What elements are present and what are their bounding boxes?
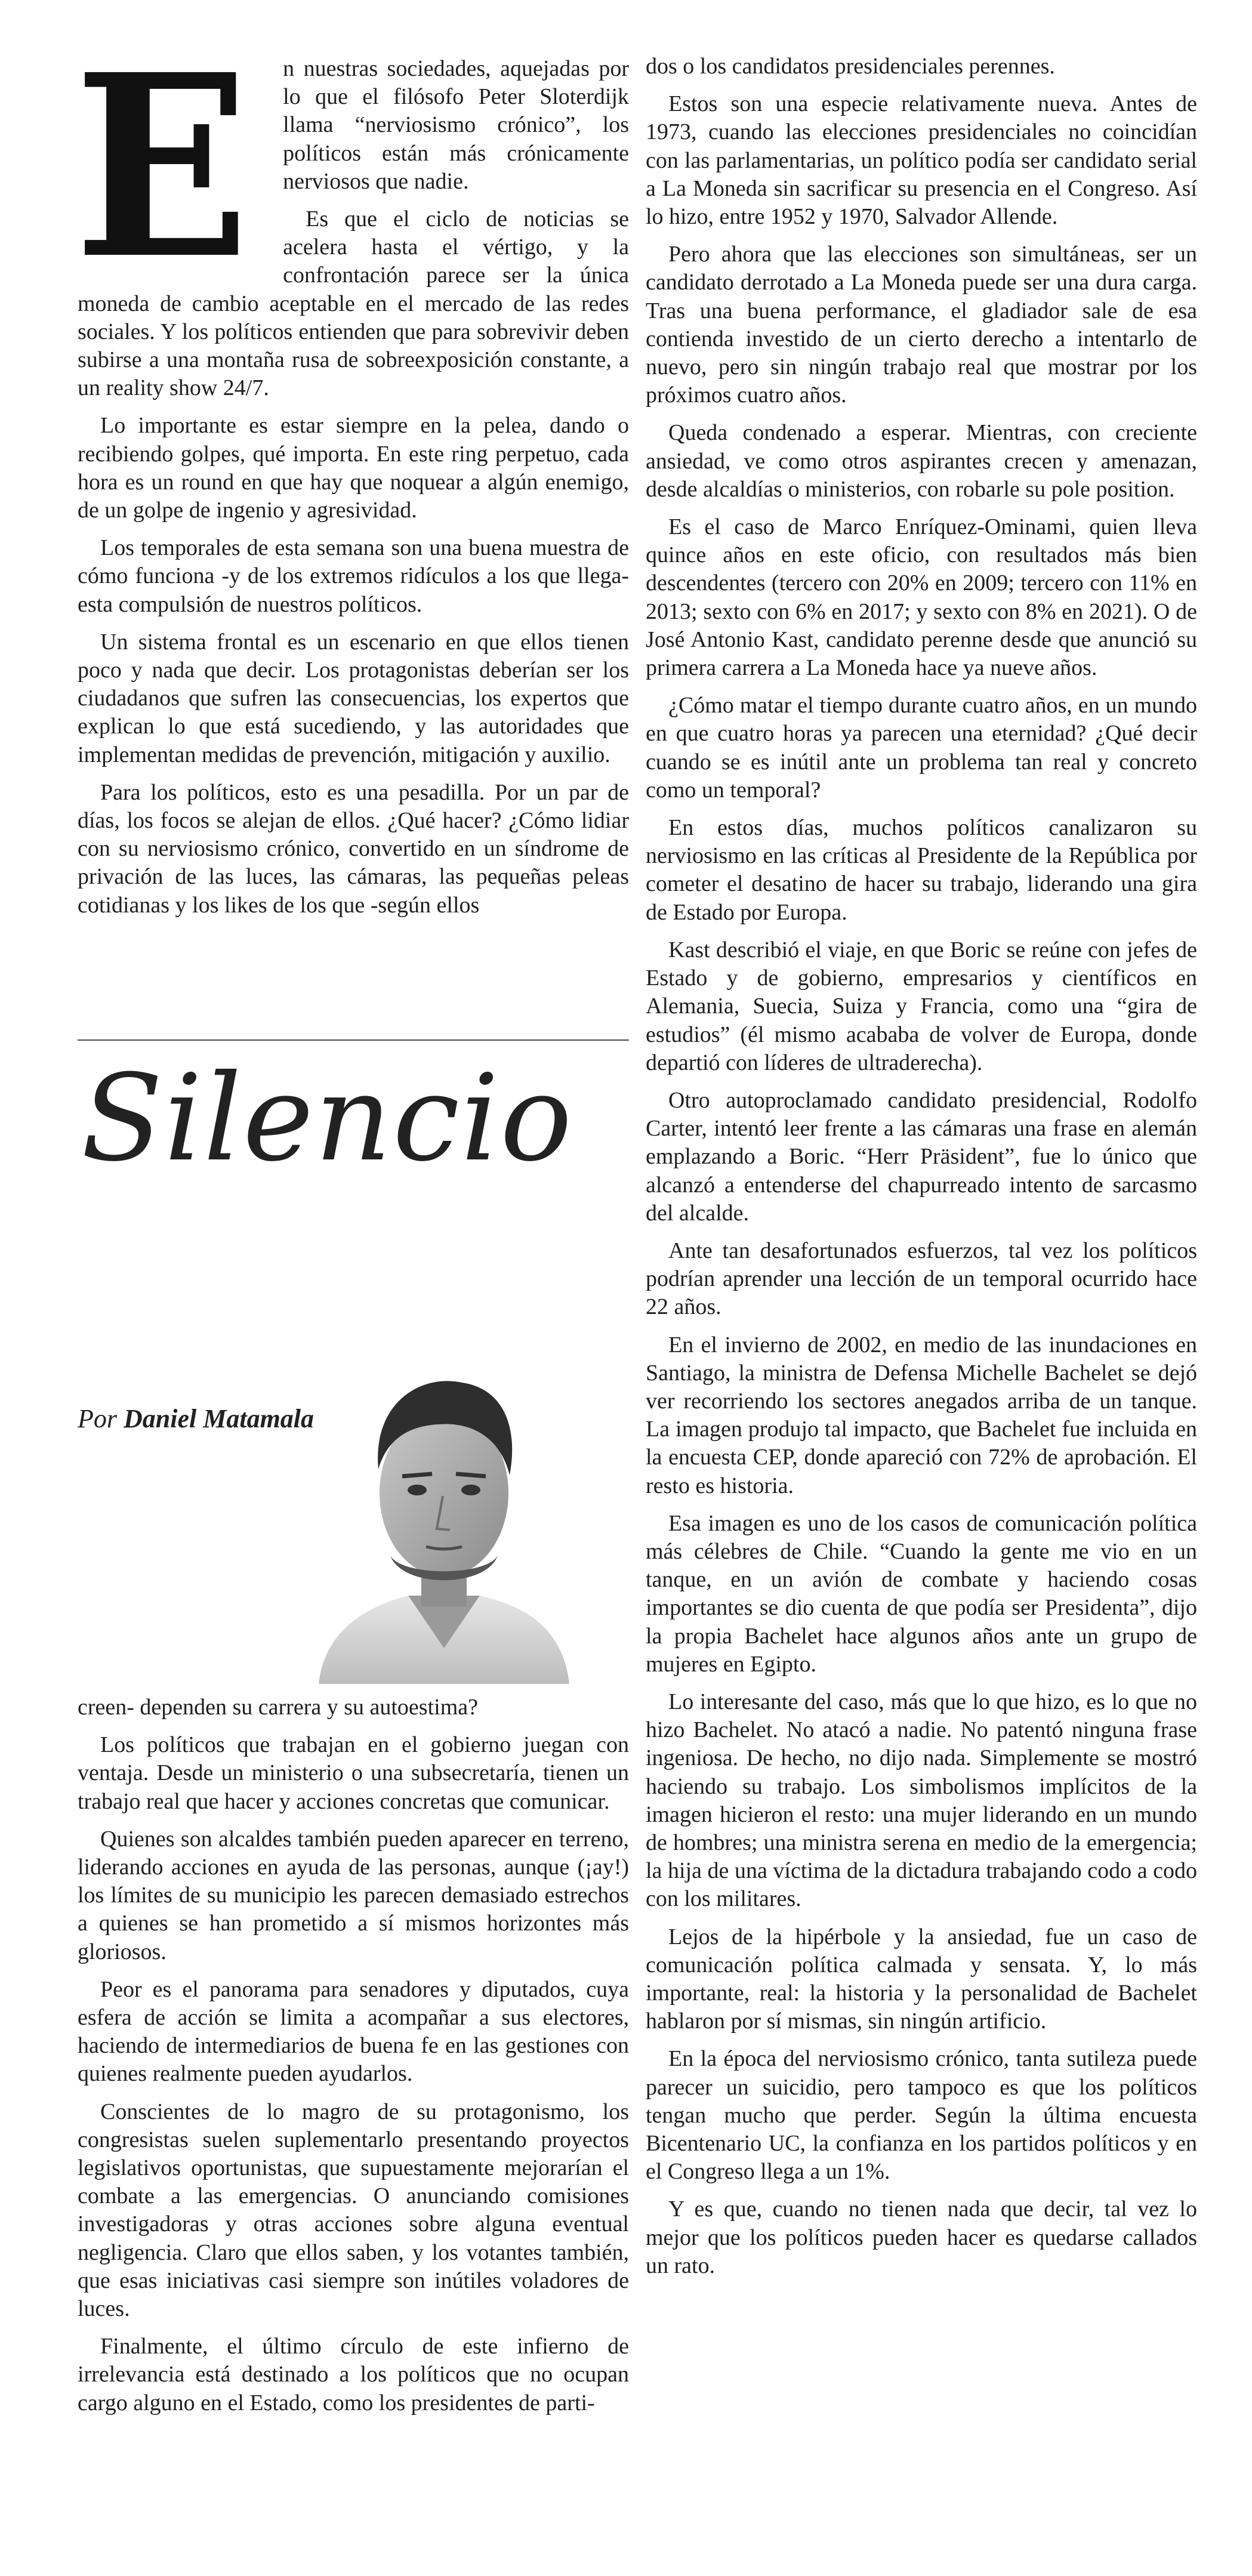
page-title: Silencio	[81, 1049, 573, 1188]
left-column-top	[74, 20, 629, 920]
paragraph: ¿Cómo matar el tiempo durante cuatro años, en un mundo en que cuatro horas ya parecen una eternidad? ¿Qué decir cuando se es inútil ante un problema tan real y concreto como un temporal?	[646, 693, 1197, 803]
paragraph: Para los políticos, esto es una pesadilla. Por un par de días, los focos se alejan de ellos. ¿Qué hacer? ¿Cómo lidiar con su nerviosismo crónico, convertido en un síndrome de privación de las luces, las cámaras, las pequeñas peleas cotidianas y los likes de los que -según ellos	[78, 779, 629, 918]
paragraph: Lo interesante del caso, más que lo que hizo, es lo que no hizo Bachelet. No atacó a nadie. No patentó ninguna frase ingeniosa. De hecho, no dijo nada. Simplemente se mostró haciendo su trabajo. Los simbolismos implícitos de la imagen hicieron el resto: una mujer liderando en un mundo de hombres; una ministra serena en medio de la emergencia; la hija de una víctima de la dictadura trabajando codo a codo con los militares.	[646, 1689, 1197, 1912]
paragraph: Queda condenado a esperar. Mientras, con creciente ansiedad, ve como otros aspirantes crecen y amenazan, desde alcaldías o ministerios, con robarle su pole position.	[646, 420, 1197, 502]
paragraph: Lejos de la hipérbole y la ansiedad, fue un caso de comunicación política calmada y sensata. Y, lo más importante, real: la historia y la personalidad de Bachelet hablaron por sí mismas, sin ningún artificio.	[646, 1924, 1197, 2034]
right-column	[646, 53, 1197, 2280]
paragraph: Los temporales de esta semana son una buena muestra de cómo funciona -y de los extremos ridículos a los que llega- esta compulsión de nuestros políticos.	[78, 535, 629, 617]
paragraph: Y es que, cuando no tienen nada que decir, tal vez lo mejor que los políticos pueden hacer es quedarse callados un rato.	[646, 2196, 1197, 2278]
paragraph: Otro autoproclamado candidato presidencial, Rodolfo Carter, intentó leer frente a las cámaras una frase en alemán emplazando a Boric. “Herr Präsident”, fue lo único que alcanzó a entenderse del chapurreado intento de sarcasmo del alcalde.	[646, 1087, 1197, 1226]
paragraph: Conscientes de lo magro de su protagonismo, los congresistas suelen suplementarlo presentando proyectos legislativos oportunistas, que supuestamente mejorarían el combate a las emergencias. O anunciando comisiones investigadoras y otras acciones sobre alguna eventual negligencia. Claro que ellos saben, y los votantes también, que esas iniciativas casi siempre son inútiles voladores de luces.	[78, 2099, 629, 2322]
paragraph: Quienes son alcaldes también pueden aparecer en terreno, liderando acciones en ayuda de las personas, aunque (¡ay!) los límites de su municipio les parecen demasiado estrechos a quienes se han prometido a sí mismos horizontes más gloriosos.	[78, 1826, 629, 1964]
paragraph: Es el caso de Marco Enríquez-Ominami, quien lleva quince años en este oficio, con resultados más bien descendentes (tercero con 20% en 2009; tercero con 11% en 2013; sexto con 6% en 2017; y sexto con 8% en 2021). O de José Antonio Kast, candidato perenne desde que anunció su primera carrera a La Moneda hace ya nueve años.	[646, 514, 1197, 681]
drop-cap: E	[74, 20, 250, 314]
left-column-bottom	[78, 1693, 629, 2417]
paragraph: Kast describió el viaje, en que Boric se reúne con jefes de Estado y de gobierno, empresarios y científicos en Alemania, Suecia, Suiza y Francia, como una “gira de estudios” (él mismo acababa de volver de Europa, donde departió con líderes de ultraderecha).	[646, 937, 1197, 1075]
byline	[78, 1403, 314, 1434]
headline-divider	[78, 1039, 629, 1041]
paragraph: Finalmente, el último círculo de este infierno de irrelevancia está destinado a los políticos que no ocupan cargo alguno en el Estado, como los presidentes de parti-	[78, 2334, 629, 2415]
paragraph: Un sistema frontal es un escenario en que ellos tienen poco y nada que decir. Los protagonistas deberían ser los ciudadanos que sufren las consecuencias, los expertos que explican lo que está sucediendo, y las autoridades que implementan medidas de prevención, mitigación y auxilio.	[78, 629, 629, 767]
paragraph: En la época del nerviosismo crónico, tanta sutileza puede parecer un suicidio, pero tampoco es que los políticos tengan mucho que perder. Según la última encuesta Bicentenario UC, la confianza en los partidos políticos y en el Congreso llega a un 1%.	[646, 2046, 1197, 2185]
paragraph: Los políticos que trabajan en el gobierno juegan con ventaja. Desde un ministerio o una subsecretaría, tienen un trabajo real que hacer y acciones concretas que comunicar.	[78, 1732, 629, 1814]
paragraph: n nuestras sociedades, aquejadas por lo que el filósofo Peter Sloterdijk llama “nerviosismo crónico”, los políticos están más crónicamente nerviosos que nadie.	[283, 56, 629, 194]
byline-author: Daniel Matamala	[124, 1404, 314, 1433]
paragraph: Lo importante es estar siempre en la pelea, dando o recibiendo golpes, qué importa. En este ring perpetuo, cada hora es un round en que hay que noquear a algún enemigo, de un golpe de ingenio y agresividad.	[78, 413, 629, 523]
paragraph: En estos días, muchos políticos canalizaron su nerviosismo en las críticas al Presidente de la República por cometer el desatino de hacer su trabajo, liderando una gira de Estado por Europa.	[646, 815, 1197, 925]
paragraph: Es que el ciclo de noticias se acelera hasta el vértigo, y la confrontación parece ser la única moneda de cambio aceptable en el mercado de las redes sociales. Y los políticos entienden que para sobrevivir deben subirse a una montaña rusa de sobreexposición constante, a un reality show 24/7.	[78, 206, 629, 401]
paragraph: Estos son una especie relativamente nueva. Antes de 1973, cuando las elecciones presidenciales no coincidían con las parlamentarias, un político podía ser candidato serial a La Moneda sin sacrificar su presencia en el Congreso. Así lo hizo, entre 1952 y 1970, Salvador Allende.	[646, 91, 1197, 230]
paragraph: Peor es el panorama para senadores y diputados, cuya esfera de acción se limita a acompañar a sus electores, haciendo de intermediarios de buena fe en las gestiones con quienes realmente pueden ayudarlos.	[78, 1976, 629, 2087]
paragraph: dos o los candidatos presidenciales perennes.	[646, 54, 1055, 79]
byline-prefix: Por	[78, 1404, 117, 1433]
paragraph: Ante tan desafortunados esfuerzos, tal vez los políticos podrían aprender una lección de un temporal ocurrido hace 22 años.	[646, 1238, 1197, 1320]
paragraph: En el invierno de 2002, en medio de las inundaciones en Santiago, la ministra de Defensa Michelle Bachelet se dejó ver recorriendo los sectores anegados arriba de un tanque. La imagen produjo tal impacto, que Bachelet fue incluida en la encuesta CEP, donde apareció con 72% de aprobación. El resto es historia.	[646, 1332, 1197, 1498]
author-portrait	[283, 1350, 605, 1684]
paragraph: Esa imagen es uno de los casos de comunicación política más célebres de Chile. “Cuando la gente me vio en un tanque, en un avión de combate y haciendo cosas importantes se dio cuenta de que podía ser Presidenta”, dijo la propia Bachelet hace algunos años ante un grupo de mujeres en Egipto.	[646, 1510, 1197, 1677]
paragraph: creen- dependen su carrera y su autoestima?	[78, 1695, 478, 1720]
paragraph: Pero ahora que las elecciones son simultáneas, ser un candidato derrotado a La Moneda puede ser una dura carga. Tras una buena performance, el gladiador sale de esa contienda investido de un cierto derecho a intentarlo de nuevo, pero sin ningún trabajo real que mostrar por los próximos cuatro años.	[646, 242, 1197, 408]
